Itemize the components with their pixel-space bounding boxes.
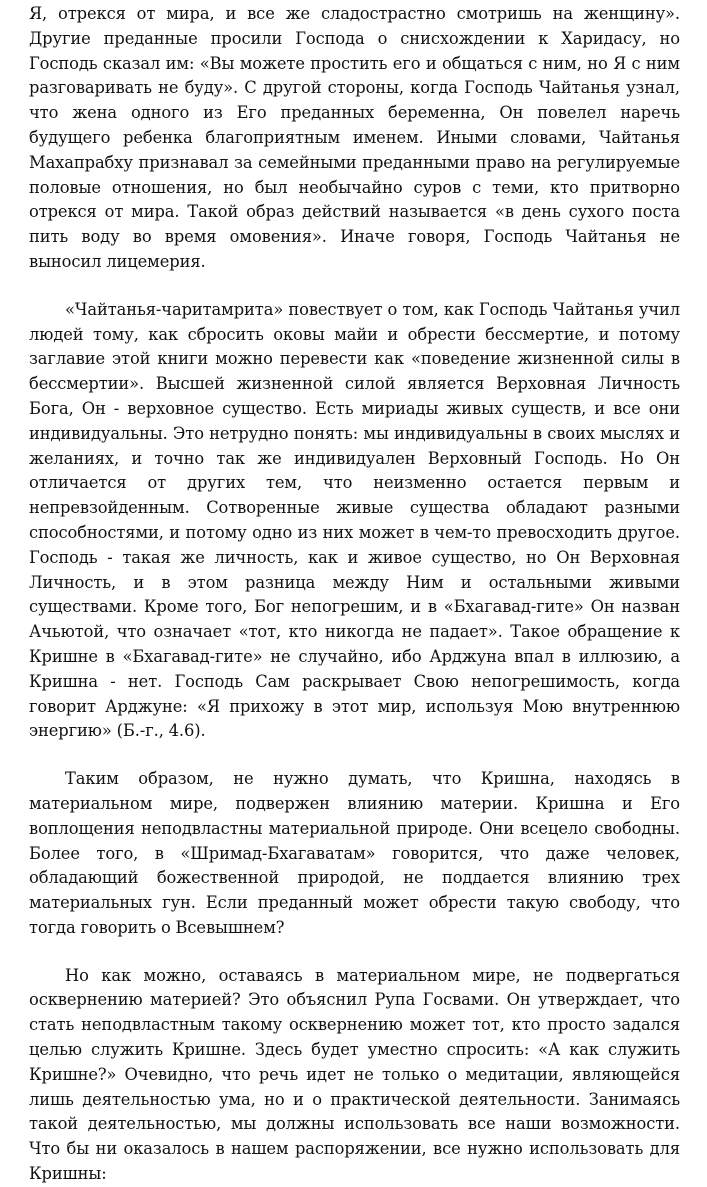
paragraph-1: Я, отрекся от мира, и все же сладострастно смотришь на женщину». Другие преданные просили Господа о снисхождении к Харидасу, но Господь сказал им: «Вы можете простить его и общаться с ним, но Я с ним разговаривать не буду». С другой стороны, когда Господь Чайтанья узнал, что жена одного из Его преданных беременна, Он повелел наречь будущего ребенка благоприятным именем. Иными словами, Чайтанья Махапрабху признавал за семейными преданными право на регулируемые половые отношения, но был необычайно суров с теми, кто притворно отрекся от мира. Такой образ действий называется «в день сухого поста пить воду во время омовения». Иначе говоря, Господь Чайтанья не выносил лицемерия. bbox=[29, 4, 680, 271]
paragraph-3: Таким образом, не нужно думать, что Кришна, находясь в материальном мире, подвержен влиянию материи. Кришна и Его воплощения неподвластны материальной природе. Они всецело свободны. Более того, в «Шримад-Бхагаватам» говорится, что даже человек, обладающий божественной природой, не поддается влиянию трех материальных гун. Если преданный может обрести такую свободу, что тогда говорить о Всевышнем? bbox=[29, 769, 680, 937]
paragraph-4: Но как можно, оставаясь в материальном мире, не подвергаться осквернению материей? Это объяснил Рупа Госвами. Он утверждает, что стать неподвластным такому осквернению может тот, кто просто задался целью служить Кришне. Здесь будет уместно спросить: «А как служить Кришне?» Очевидно, что речь идет не только о медитации, являющейся лишь деятельностью ума, но и о практической деятельности. Занимаясь такой деятельностью, мы должны использовать все наши возможности. Что бы ни оказалось в нашем распоряжении, все нужно использовать для Кришны: bbox=[29, 965, 680, 1184]
paragraph-2: «Чайтанья-чаритамрита» повествует о том, как Господь Чайтанья учил людей тому, как сбросить оковы майи и обрести бессмертие, и потому заглавие этой книги можно перевести как «поведение жизненной силы в бессмертии». Высшей жизненной силой является Верховная Личность Бога, Он - верховное существо. Есть мириады живых существ, и все они индивидуальны. Это нетрудно понять: мы индивидуальны в своих мыслях и желаниях, и точно так же индивидуален Верховный Господь. Но Он отличается от других тем, что неизменно остается первым и непревзойденным. Сотворенные живые существа обладают разными способностями, и потому одно из них может в чем-то превосходить другое. Господь - такая же личность, как и живое существо, но Он Верховная Личность, и в этом разница между Ним и остальными живыми существами. Кроме того, Бог непогрешим, и в «Бхагавад-гите» Он назван Ачьютой, что означает «тот, кто никогда не падает». Такое обращение к Кришне в «Бхагавад-гите» не случайно, ибо Арджуна впал в иллюзию, а Кришна - нет. Господь Сам раскрывает Свою непогрешимость, когда говорит Арджуне: «Я прихожу в этот мир, используя Мою внутреннюю энергию» (Б.-г., 4.6). bbox=[29, 299, 680, 741]
